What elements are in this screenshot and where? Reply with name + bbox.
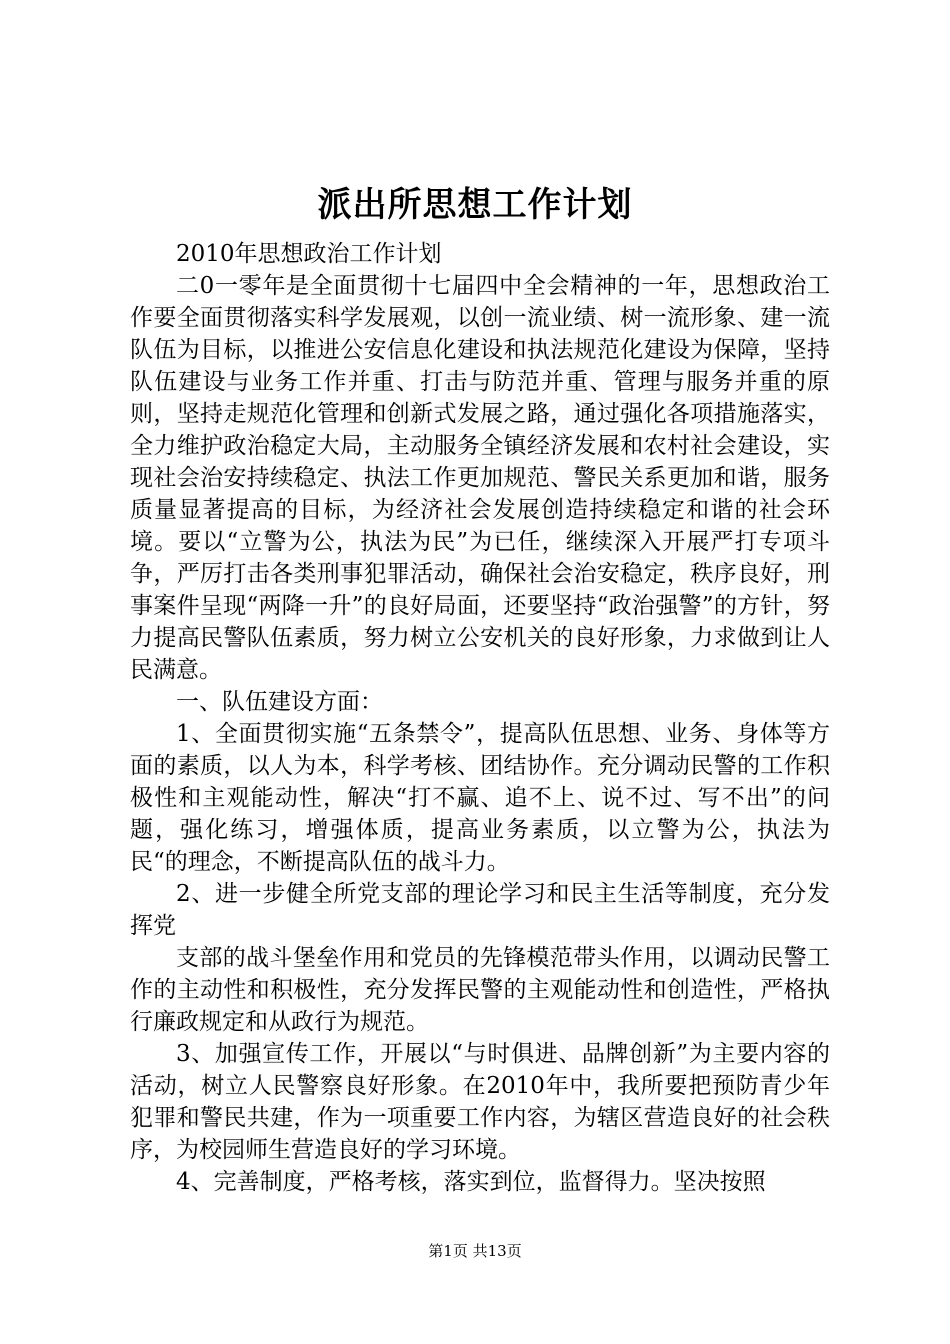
paragraph-plan-heading: 2010年思想政治工作计划 [176,241,442,267]
document-title: 派出所思想工作计划 [317,185,633,225]
paragraph-item-3: 3、加强宣传工作，开展以“与时俱进、品牌创新”为主要内容的活动，树立人民警察良好形象。在2010年中，我所要把预防青少年犯罪和警民共建，作为一项重要工作内容，为辖区营造良好的社会秩序，为校园师生营造良好的学习环境。 [130,1041,830,1163]
paragraph-section-heading: 一、队伍建设方面： [176,689,383,715]
paragraph-item-2: 2、进一步健全所党支部的理论学习和民主生活等制度，充分发挥党 [130,881,830,939]
page-number-footer: 第1页 共13页 [428,1242,522,1260]
paragraph-item-2-continued: 支部的战斗堡垒作用和党员的先锋模范带头作用，以调动民警工作的主动性和积极性，充分发挥民警的主观能动性和创造性，严格执行廉政规定和从政行为规范。 [130,945,830,1035]
paragraph-item-1: 1、全面贯彻实施“五条禁令”，提高队伍思想、业务、身体等方面的素质，以人为本，科学考核、团结协作。充分调动民警的工作积极性和主观能动性，解决“打不赢、追不上、说不过、写不出”的问题，强化练习，增强体质，提高业务素质，以立警为公，执法为民“的理念，不断提高队伍的战斗力。 [130,721,830,875]
paragraph-intro: 二0一零年是全面贯彻十七届四中全会精神的一年，思想政治工作要全面贯彻落实科学发展观，以创一流业绩、树一流形象、建一流队伍为目标，以推进公安信息化建设和执法规范化建设为保障，坚持队伍建设与业务工作并重、打击与防范并重、管理与服务并重的原则，坚持走规范化管理和创新式发展之路，通过强化各项措施落实，全力维护政治稳定大局，主动服务全镇经济发展和农村社会建设，实现社会治安持续稳定、执法工作更加规范、警民关系更加和谐，服务质量显著提高的目标，为经济社会发展创造持续稳定和谐的社会环境。要以“立警为公，执法为民”为已任，继续深入开展严打专项斗争，严厉打击各类刑事犯罪活动，确保社会治安稳定，秩序良好，刑事案件呈现“两降一升”的良好局面，还要坚持“政治强警”的方针，努力提高民警队伍素质，努力树立公安机关的良好形象，力求做到让人民满意。 [130,273,830,683]
document-body [130,238,830,1198]
paragraph-item-4: 4、完善制度，严格考核，落实到位，监督得力。坚决按照 [176,1169,766,1195]
